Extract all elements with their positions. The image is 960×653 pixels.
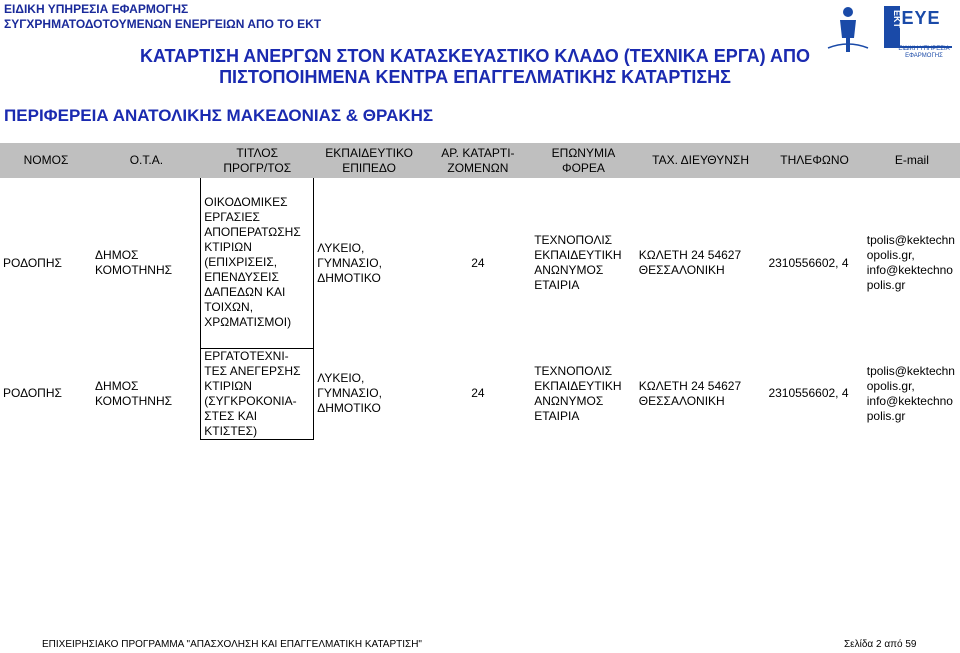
col-header-edu-2: ΕΠΙΠΕΔΟ <box>342 160 397 175</box>
cell-ota <box>92 178 201 348</box>
cell-email-line: tpolis@kektechn <box>866 233 955 247</box>
cell-edu-line: ΛΥΚΕΙΟ, <box>317 240 365 255</box>
cell-email-line: polis.gr <box>866 408 906 423</box>
cell-foreas-line: ΕΚΠΑΙΔΕΥΤΙΚΗ <box>534 248 622 262</box>
col-header-foreas-2: ΦΟΡΕΑ <box>562 160 605 175</box>
cell-title <box>201 348 314 439</box>
cell-address-line: ΚΩΛΕΤΗ 24 54627 <box>638 378 742 393</box>
cell-address-line: ΘΕΣΣΑΛΟΝΙΚΗ <box>638 393 725 408</box>
logo-caption <box>892 46 956 60</box>
cell-foreas <box>531 348 636 439</box>
cell-edu-line: ΓΥΜΝΑΣΙΟ, <box>317 255 382 270</box>
table-row <box>0 178 960 348</box>
cell-phone: 2310556602, 4 <box>768 386 849 400</box>
eye-logo-text: ΕΥΕ <box>901 8 941 28</box>
col-header-ota: Ο.Τ.Α. <box>129 153 164 167</box>
cell-edu-line: ΔΗΜΟΤΙΚΟ <box>317 401 381 415</box>
cell-foreas-line: ΑΝΩΝΥΜΟΣ <box>534 393 604 408</box>
cell-foreas <box>531 178 636 348</box>
cell-title-line: ΚΤΙΡΙΩΝ <box>204 240 252 255</box>
cell-email-line: info@kektechno <box>866 263 953 277</box>
cell-edu-line: ΛΥΚΕΙΟ, <box>317 371 365 385</box>
cell-ota <box>92 348 201 439</box>
col-header-foreas <box>531 143 636 178</box>
cell-edu <box>314 178 425 348</box>
cell-title-line: ΕΠΕΝΔΥΣΕΙΣ <box>204 270 279 285</box>
cell-edu-line: ΔΗΜΟΤΙΚΟ <box>317 270 381 285</box>
col-header-count-2: ΖΟΜΕΝΩΝ <box>447 160 509 175</box>
region-heading: ΠΕΡΙΦΕΡΕΙΑ ΑΝΑΤΟΛΙΚΗΣ ΜΑΚΕΔΟΝΙΑΣ & ΘΡΑΚΗΣ <box>4 106 434 125</box>
page-title-line-2: ΠΙΣΤΟΠΟΙΗΜΕΝΑ ΚΕΝΤΡΑ ΕΠΑΓΓΕΛΜΑΤΙΚΗΣ ΚΑΤΑΡΤΙΣΗΣ <box>219 67 731 87</box>
cell-count: 24 <box>471 255 485 270</box>
page-title-line-1: ΚΑΤΑΡΤΙΣΗ ΑΝΕΡΓΩΝ ΣΤΟΝ ΚΑΤΑΣΚΕΥΑΣΤΙΚΟ ΚΛΑΔΟ (ΤΕΧΝΙΚΑ ΕΡΓΑ) ΑΠΟ <box>140 46 810 66</box>
col-header-address: ΤΑΧ. ΔΙΕΥΘΥΝΣΗ <box>652 153 750 167</box>
cell-title-line: (ΣΥΓΚΡΟΚΟΝΙΑ- <box>204 393 297 408</box>
col-header-count <box>425 143 532 178</box>
cell-title-line: ΚΤΙΣΤΕΣ) <box>204 423 258 438</box>
cell-phone: 2310556602, 4 <box>768 255 849 270</box>
col-header-email: E-mail <box>894 153 929 167</box>
cell-foreas-line: ΑΝΩΝΥΜΟΣ <box>534 263 604 277</box>
cell-title-line: ΔΑΠΕΔΩΝ ΚΑΙ <box>204 285 286 300</box>
agency-header <box>4 2 321 32</box>
cell-address <box>636 178 766 348</box>
table-row <box>0 348 960 439</box>
cell-address-line: ΚΩΛΕΤΗ 24 54627 <box>638 248 742 262</box>
cell-foreas-line: ΕΚΠΑΙΔΕΥΤΙΚΗ <box>534 378 622 393</box>
cell-title-line: ΣΤΕΣ ΚΑΙ <box>204 408 258 423</box>
cell-ota-2: ΚΟΜΟΤΗΝΗΣ <box>95 263 173 277</box>
page-title <box>80 46 870 88</box>
cell-email-line: tpolis@kektechn <box>866 363 955 378</box>
cell-edu <box>314 348 425 439</box>
cell-title-line: ΑΠΟΠΕΡΑΤΩΣΗΣ <box>204 225 301 240</box>
footer-page-number: Σελίδα 2 από 59 <box>844 639 917 650</box>
cell-count: 24 <box>471 386 485 400</box>
cell-title-line: (ΕΠΙΧΡΙΣΕΙΣ, <box>204 255 278 270</box>
col-header-title <box>201 143 314 178</box>
cell-email-line: polis.gr <box>866 278 906 292</box>
programs-table <box>0 143 960 440</box>
cell-title <box>201 178 314 348</box>
cell-foreas-line: ΤΕΧΝΟΠΟΛΙΣ <box>534 233 613 247</box>
col-header-foreas-1: ΕΠΩΝΥΜΙΑ <box>551 145 616 160</box>
cell-title-line: ΧΡΩΜΑΤΙΣΜΟΙ) <box>204 315 292 330</box>
logo-caption-2: ΕΦΑΡΜΟΓΗΣ <box>905 53 943 59</box>
table-header-row <box>0 143 960 178</box>
cell-title-line: ΤΕΣ ΑΝΕΓΕΡΣΗΣ <box>204 363 301 378</box>
logo-caption-1: ΕΙΔΙΚΗ ΥΠΗΡΕΣΙΑ <box>898 46 950 52</box>
col-header-title-2: ΠΡΟΓΡ/ΤΟΣ <box>223 160 292 175</box>
cell-title-line: ΕΡΓΑΤΟΤΕΧΝΙ- <box>204 348 289 363</box>
footer-program: ΕΠΙΧΕΙΡΗΣΙΑΚΟ ΠΡΟΓΡΑΜΜΑ "ΑΠΑΣΧΟΛΗΣΗ ΚΑΙ ΕΠΑΓΓΕΛΜΑΤΙΚΗ ΚΑΤΑΡΤΙΣΗ" <box>42 639 422 650</box>
ekt-logo-text: ΕΚΤ <box>892 10 902 28</box>
cell-address <box>636 348 766 439</box>
agency-line-1: ΕΙΔΙΚΗ ΥΠΗΡΕΣΙΑ ΕΦΑΡΜΟΓΗΣ <box>4 2 189 16</box>
cell-foreas-line: ΤΕΧΝΟΠΟΛΙΣ <box>534 363 613 378</box>
cell-foreas-line: ΕΤΑΙΡΙΑ <box>534 408 580 423</box>
cell-title-line: ΤΟΙΧΩΝ, <box>204 300 254 315</box>
col-header-title-1: ΤΙΤΛΟΣ <box>236 145 279 160</box>
col-header-count-1: ΑΡ. ΚΑΤΑΡΤΙ- <box>441 145 515 160</box>
cell-nomos: ΡΟΔΟΠΗΣ <box>3 386 62 400</box>
col-header-nomos: ΝΟΜΟΣ <box>23 153 69 167</box>
agency-line-2: ΣΥΓΧΡΗΜΑΤΟΔΟΤΟΥΜΕΝΩΝ ΕΝΕΡΓΕΙΩΝ ΑΠΟ ΤΟ ΕΚΤ <box>4 17 322 31</box>
cell-title-line: ΚΤΙΡΙΩΝ <box>204 378 252 393</box>
cell-ota-1: ΔΗΜΟΣ <box>95 378 139 393</box>
cell-ota-1: ΔΗΜΟΣ <box>95 248 139 262</box>
cell-title-line: ΕΡΓΑΣΙΕΣ <box>204 210 260 225</box>
cell-email-line: opolis.gr, <box>866 248 915 262</box>
cell-title-line: ΟΙΚΟΔΟΜΙΚΕΣ <box>204 195 288 210</box>
cell-foreas-line: ΕΤΑΙΡΙΑ <box>534 278 580 292</box>
cell-ota-2: ΚΟΜΟΤΗΝΗΣ <box>95 393 173 408</box>
cell-edu-line: ΓΥΜΝΑΣΙΟ, <box>317 386 382 400</box>
col-header-edu <box>314 143 425 178</box>
cell-email-line: info@kektechno <box>866 393 953 408</box>
cell-address-line: ΘΕΣΣΑΛΟΝΙΚΗ <box>638 263 725 277</box>
cell-nomos: ΡΟΔΟΠΗΣ <box>3 255 62 270</box>
col-header-phone: ΤΗΛΕΦΩΝΟ <box>780 153 849 167</box>
col-header-edu-1: ΕΚΠΑΙΔΕΥΤΙΚΟ <box>325 145 413 160</box>
cell-email-line: opolis.gr, <box>866 378 915 393</box>
cell-email <box>864 348 960 439</box>
cell-email <box>864 178 960 348</box>
